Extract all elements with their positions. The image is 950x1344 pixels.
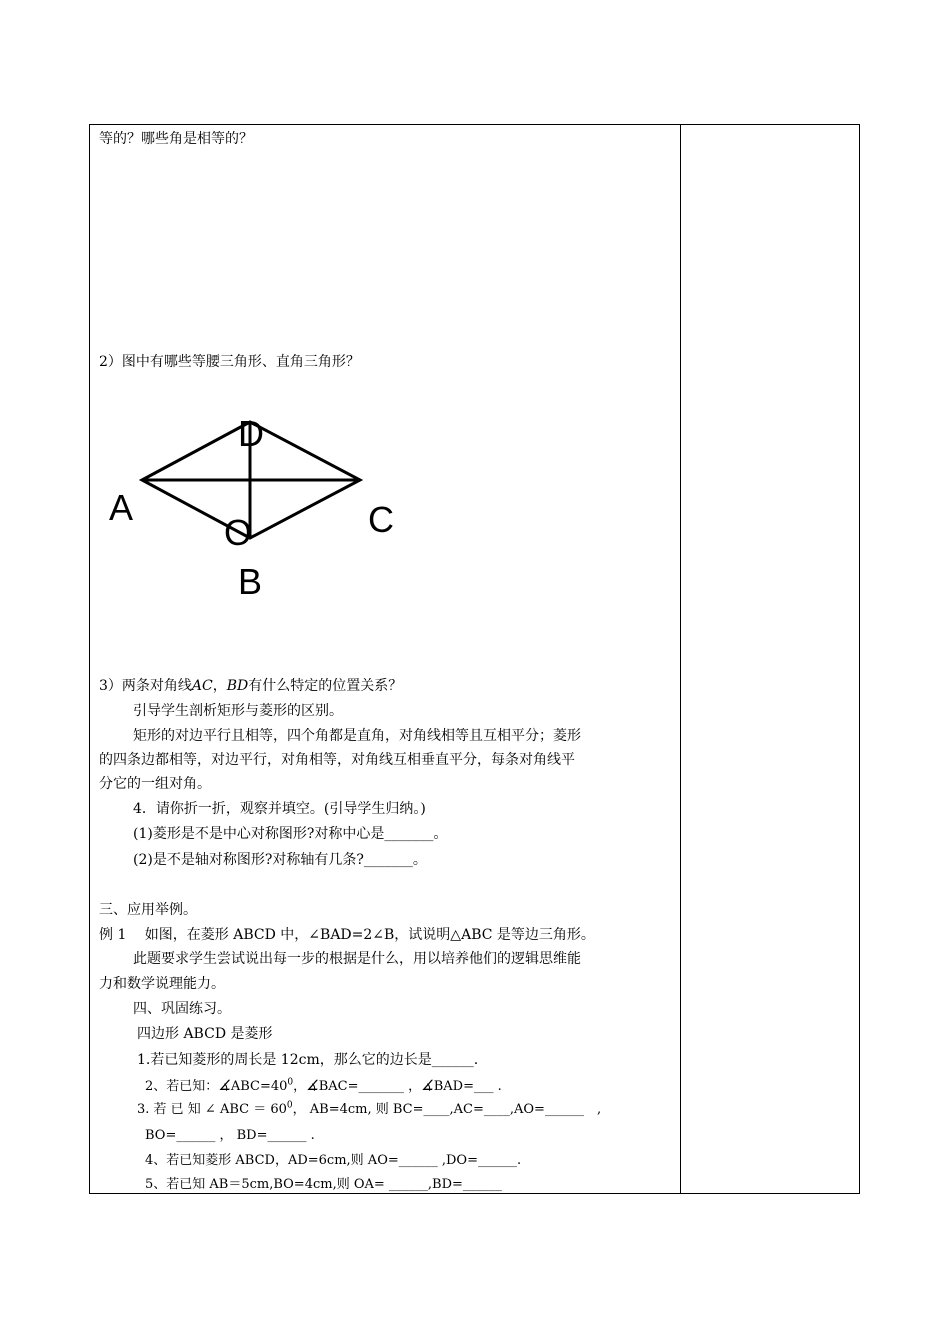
degree-mark: 0 [286,1100,293,1111]
text-line-question1-end: 等的？哪些角是相等的？ [99,131,253,147]
exercise-2-bac: BAC=_______ ， [318,1079,422,1094]
angle-icon: ∡ [421,1078,434,1094]
table-column-divider [680,124,681,1194]
diagonal-ac-label: AC [191,678,213,694]
angle-icon: ∡ [218,1078,231,1094]
fill-blank-1: (1)菱形是不是中心对称图形?对称中心是_______。 [133,826,448,842]
exercise-3 [137,1101,601,1119]
guide-text: 引导学生剖析矩形与菱形的区别。 [133,703,343,719]
question-3-prefix: 3）两条对角线 [99,678,192,694]
fold-instruction: 4．请你折一折，观察并填空。(引导学生归纳。) [133,801,426,817]
vertex-label-c: C [368,499,394,540]
fill-blank-2: (2)是不是轴对称图形?对称轴有几条?_______。 [133,852,427,868]
explanation-line-1: 此题要求学生尝试说出每一步的根据是什么，用以培养他们的逻辑思维能 [133,951,581,967]
exercise-2-bad: BAD=___ . [433,1079,502,1094]
given-statement: 四边形 ABCD 是菱形 [137,1026,273,1042]
center-label-o: O [224,512,253,553]
explanation-line-2: 力和数学说理能力。 [99,976,225,992]
question-3-suffix: 有什么特定的位置关系？ [248,678,403,694]
exercise-5: 5、若已知 AB＝5cm,BO=4cm,则 OA= ______,BD=______ [145,1177,502,1192]
exercise-1: 1.若已知菱形的周长是 12cm，那么它的边长是______. [137,1052,479,1068]
exercise-2-sep: ， [293,1079,307,1094]
exercise-2-prefix: 2、若已知： [145,1079,219,1094]
exercise-4: 4、若已知菱形 ABCD，AD=6cm,则 AO=______ ,DO=______. [145,1153,522,1168]
exercise-3-prefix: 3. 若 已 知 ∠ ABC ＝ 60 [137,1102,287,1117]
section-4-heading: 四、巩固练习。 [133,1001,231,1017]
question-3-comma: ， [212,678,227,694]
section-3-heading: 三、应用举例。 [99,902,197,918]
question-3 [99,677,402,695]
vertex-label-b: B [238,561,263,602]
exercise-2-abc: ABC=40 [230,1079,288,1094]
paragraph-line-1: 矩形的对边平行且相等，四个角都是直角，对角线相等且互相平分；菱形 [133,728,581,744]
angle-icon: ∡ [306,1078,319,1094]
vertex-label-d: D [238,413,264,454]
paragraph-line-2: 的四条边都相等，对边平行，对角相等，对角线互相垂直平分，每条对角线平 [99,752,575,768]
exercise-3-values: ， AB=4cm, 则 BC=____,AC=____,AO=______ , [292,1102,602,1117]
example-1: 例 1 如图，在菱形 ABCD 中，∠BAD=2∠B，试说明△ABC 是等边三角形。 [99,927,595,943]
degree-mark: 0 [287,1077,294,1088]
question-2: 2）图中有哪些等腰三角形、直角三角形？ [99,354,360,370]
exercise-3-continued: BO=______ ， BD=______ . [145,1128,315,1143]
diagonal-bd-label: BD [226,678,249,694]
exercise-2 [145,1077,502,1096]
paragraph-line-3: 分它的一组对角。 [99,776,211,792]
vertex-label-a: A [109,487,134,528]
